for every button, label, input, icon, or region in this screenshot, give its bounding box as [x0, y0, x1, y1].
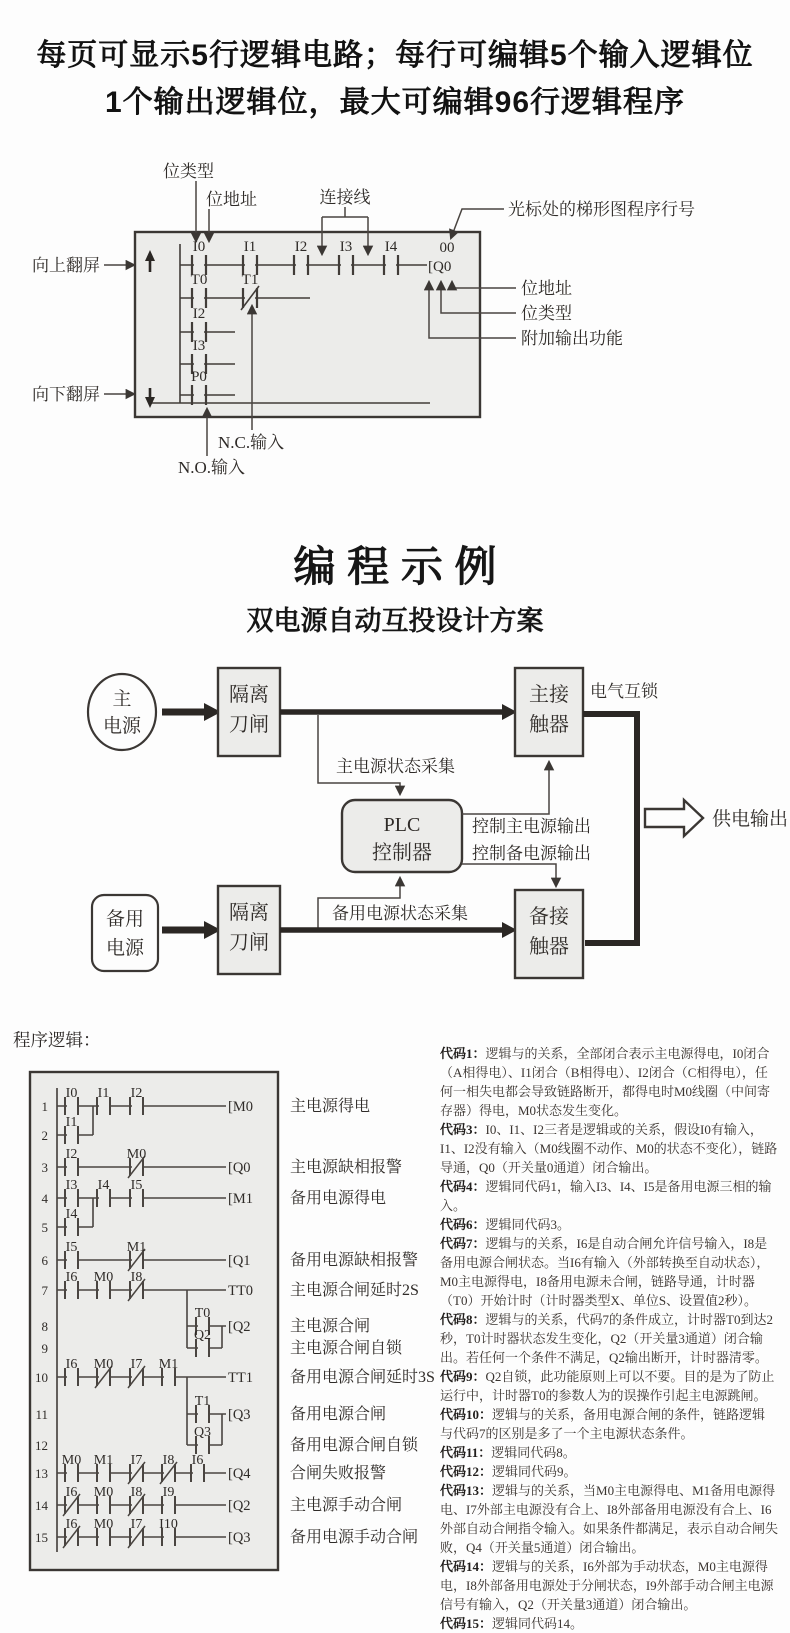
code-note — [440, 1120, 778, 1177]
ctrl-main-label: 控制主电源输出 — [472, 817, 591, 836]
ctrl-backup-label: 控制备电源输出 — [472, 844, 591, 863]
main-sense-wire — [318, 715, 400, 794]
contact-label: M0 — [126, 1147, 147, 1162]
code-note — [440, 1044, 778, 1120]
row-output: TT0 — [228, 1283, 253, 1299]
row-number: 4 — [41, 1191, 48, 1206]
contact-label: I10 — [159, 1517, 178, 1532]
ctrl-main-wire — [462, 762, 549, 814]
backup-power-node — [92, 895, 158, 971]
row-description: 主电源合闸 — [290, 1318, 371, 1335]
contact-label: Q3 — [193, 1425, 212, 1440]
row-output: [Q2 — [228, 1319, 251, 1335]
contact-gap — [67, 1285, 77, 1295]
title-line-2: 1个输出逻辑位，最大可编辑96行逻辑程序 — [104, 86, 686, 119]
contact-label: M0 — [93, 1517, 114, 1532]
contact-gap — [67, 1372, 77, 1382]
backup-contactor-label: 触器 — [529, 936, 569, 958]
supply-output-label: 供电输出 — [712, 809, 789, 830]
contact-label: I5 — [65, 1240, 78, 1255]
row-number: 5 — [41, 1220, 48, 1235]
program-ladder — [0, 1060, 455, 1615]
row-output: [Q1 — [228, 1253, 251, 1269]
code-note-tag: 代码9： — [440, 1369, 486, 1384]
contact-label: I8 — [162, 1453, 175, 1468]
contact-label: I1 — [243, 239, 257, 255]
row-description: 主电源得电 — [290, 1098, 371, 1115]
code-note-text: 逻辑同代码8。 — [491, 1445, 576, 1460]
contact-label: I6 — [65, 1270, 78, 1285]
ladder-editor-figure — [0, 148, 790, 483]
code-note-tag: 代码6： — [440, 1217, 486, 1232]
code-note-text: 逻辑与的关系，当M0主电源得电、M1备用电源得电、I7外部主电源没有合上、I8外部备用电源没有合上、I6外部自动合闸指令输入。如果条件都满足，表示自动合闸失败，Q4（开关量5通道）闭合输出。 — [440, 1483, 779, 1555]
code-note — [440, 1614, 778, 1633]
contact-label: P0 — [191, 369, 207, 385]
row-output: [M0 — [228, 1099, 253, 1115]
code-note-text: 逻辑与的关系，I6是自动合闸允许信号输入，I8是备用电源合闸状态。当I6有输入（外部转换至自动状态），M0主电源得电，I8备用电源未合闸，链路导通，计时器（T0）开始计时（计时器类型X、单位S、设置值2秒）。 — [440, 1236, 770, 1308]
code-note-text: I0、I1、I2三者是逻辑或的关系，假设I0有输入，I1、I2没有输入（M0线圈不动作、M0的状态不变化），链路导通，Q0（开关量0通道）闭合输出。 — [440, 1122, 778, 1175]
contact-label: I2 — [65, 1147, 78, 1162]
cursor-line-number: 00 — [439, 240, 455, 256]
row-description: 备用电源合闸 — [290, 1406, 387, 1423]
isolator2-label: 刀闸 — [229, 932, 269, 954]
code-note — [440, 1177, 778, 1215]
code-note-tag: 代码7： — [440, 1236, 486, 1251]
contact-gap — [132, 1193, 142, 1203]
row-output: [Q3 — [228, 1407, 251, 1423]
code-note-text: 逻辑同代码14。 — [492, 1616, 584, 1631]
main-contactor-box — [515, 668, 583, 756]
contact-gap — [67, 1222, 77, 1232]
contact-label: M0 — [93, 1485, 114, 1500]
code-note — [440, 1462, 778, 1481]
contact-label: I1 — [97, 1086, 110, 1101]
contact-label: T0 — [194, 1306, 211, 1321]
contact-label: I9 — [162, 1485, 175, 1500]
row-number: 3 — [41, 1160, 48, 1175]
contact-label: I7 — [130, 1517, 143, 1532]
contact-label: I0 — [65, 1086, 78, 1101]
code-note — [440, 1310, 778, 1367]
contact-label: T1 — [241, 272, 259, 288]
row-number: 10 — [35, 1370, 48, 1385]
contact-gap — [67, 1130, 77, 1140]
contact-label: M0 — [93, 1357, 114, 1372]
contact-gap — [67, 1162, 77, 1172]
annotation-nc-input: N.C.输入 — [218, 433, 285, 452]
row-description: 主电源缺相报警 — [290, 1159, 403, 1176]
code-note — [440, 1367, 778, 1405]
contact-label: M0 — [61, 1453, 82, 1468]
contact-label: I6 — [65, 1517, 78, 1532]
code-note-text: 逻辑同代码1，输入I3、I4、I5是备用电源三相的输入。 — [440, 1179, 772, 1213]
row-number: 11 — [35, 1407, 48, 1422]
contact-label: I4 — [65, 1207, 78, 1222]
contact-label: M1 — [93, 1453, 114, 1468]
interlock-label: 电气互锁 — [590, 682, 658, 701]
backup-power-label: 电源 — [105, 938, 145, 959]
backup-contactor-box — [515, 890, 583, 978]
row-number: 7 — [41, 1283, 48, 1298]
isolator1-box — [218, 668, 280, 756]
annotation-page-down: 向下翻屏 — [32, 385, 100, 404]
backup-contactor-label: 备接 — [529, 906, 569, 928]
code-note-text: 逻辑与的关系，I6外部为手动状态，M0主电源得电，I8外部备用电源处于分闸状态，I9外部手动合闸主电源信号有输入，Q2（开关量3通道）闭合输出。 — [440, 1559, 774, 1612]
contact-gap — [193, 1468, 203, 1478]
main-contactor-label: 主接 — [529, 684, 569, 706]
contact-label: I4 — [97, 1178, 110, 1193]
code-note — [440, 1557, 778, 1614]
code-note-tag: 代码4： — [440, 1179, 486, 1194]
section-heading: 编 程 示 例 — [293, 543, 497, 590]
row1-output: [Q0 — [428, 259, 452, 275]
contact-gap — [99, 1468, 109, 1478]
annotation-page-up: 向上翻屏 — [32, 256, 100, 275]
row-output: [Q3 — [228, 1530, 251, 1546]
code-note-text: 逻辑与的关系，全部闭合表示主电源得电，I0闭合（A相得电）、I1闭合（B相得电）、I2闭合（C相得电），任何一相失电都会导致链路断开，都得电时M0线圈（中间寄存器）得电，M0状态发生变化。 — [440, 1046, 771, 1118]
contact-gap — [99, 1500, 109, 1510]
contact-gap — [132, 1101, 142, 1111]
code-note-tag: 代码14： — [440, 1559, 493, 1574]
code-note-text: 逻辑与的关系，备用电源合闸的条件，链路逻辑与代码7的区别是多了一个主电源状态条件。 — [440, 1407, 766, 1441]
row-description: 备用电源手动合闸 — [290, 1529, 419, 1546]
contact-gap — [164, 1500, 174, 1510]
row-output: TT1 — [228, 1370, 253, 1386]
main-sense-label: 主电源状态采集 — [336, 757, 455, 776]
row-description: 备用电源缺相报警 — [290, 1252, 419, 1269]
ctrl-backup-wire — [462, 864, 556, 886]
code-note — [440, 1215, 778, 1234]
code-note-text: Q2自锁，此功能原则上可以不要。目的是为了防止运行中，计时器T0的参数人为的误操作引起主电源跳闸。 — [440, 1369, 775, 1403]
program-logic-label: 程序逻辑： — [13, 1030, 101, 1050]
row-description: 备用电源合闸自锁 — [290, 1437, 419, 1454]
annotation-bit-addr-right: 位地址 — [521, 279, 572, 298]
backup-sense-label: 备用电源状态采集 — [332, 904, 468, 923]
contact-gap — [164, 1532, 174, 1542]
contact-label: I6 — [191, 1453, 204, 1468]
contact-label: I3 — [65, 1178, 78, 1193]
row-output: [Q4 — [228, 1466, 251, 1482]
contact-label: I3 — [339, 239, 353, 255]
contact-gap — [198, 1440, 208, 1450]
main-power-node — [88, 674, 156, 750]
row-description: 合闸失败报警 — [290, 1465, 387, 1482]
power-transfer-diagram — [0, 648, 790, 993]
row-description: 备用电源合闸延时3S — [290, 1369, 435, 1386]
row-number: 6 — [41, 1253, 48, 1268]
contact-label: T1 — [194, 1394, 211, 1409]
row-number: 13 — [35, 1466, 48, 1481]
annotation-extra-output: 附加输出功能 — [521, 329, 623, 348]
code-note-text: 逻辑同代码9。 — [492, 1464, 577, 1479]
code-note — [440, 1481, 778, 1557]
isolator1-label: 隔离 — [229, 684, 269, 706]
plc-label: PLC — [383, 814, 421, 836]
contact-label: I2 — [294, 239, 308, 255]
contact-gap — [99, 1532, 109, 1542]
annotation-connect-line: 连接线 — [319, 188, 371, 207]
main-power-label: 主 — [112, 689, 132, 710]
main-power-label: 电源 — [102, 716, 142, 737]
code-notes — [440, 1044, 778, 1633]
contact-label: Q2 — [193, 1328, 212, 1343]
contact-gap — [99, 1285, 109, 1295]
annotation-cursor-line: 光标处的梯形图程序行号 — [508, 200, 695, 219]
row-description: 主电源合闸自锁 — [290, 1340, 403, 1357]
annotation-bit-type: 位类型 — [163, 162, 214, 181]
section-subheading: 双电源自动互投设计方案 — [246, 606, 544, 636]
contact-gap — [67, 1255, 77, 1265]
row-output: [Q2 — [228, 1498, 251, 1514]
annotation-no-input: N.O.输入 — [178, 458, 246, 477]
contact-gap — [67, 1193, 77, 1203]
annotation-bit-addr: 位地址 — [206, 190, 257, 209]
contact-label: I2 — [130, 1086, 143, 1101]
code-note-tag: 代码11： — [440, 1445, 492, 1460]
contact-label: I8 — [130, 1270, 143, 1285]
interlock-bus — [583, 714, 637, 943]
page-title — [0, 32, 790, 126]
plc-label: 控制器 — [372, 842, 432, 864]
row-number: 2 — [41, 1128, 48, 1143]
supply-output-arrow-icon — [645, 800, 703, 836]
contact-gap — [164, 1372, 174, 1382]
row-number: 8 — [41, 1319, 48, 1334]
code-note — [440, 1443, 778, 1462]
code-note-tag: 代码12： — [440, 1464, 493, 1479]
contact-label: T0 — [190, 272, 208, 288]
contact-label: I8 — [130, 1485, 143, 1500]
code-note-text: 逻辑与的关系，代码7的条件成立，计时器T0到达2秒，T0计时器状态发生变化，Q2（开关量3通道）闭合输出。若任何一个条件不满足，Q2输出断开，计时器清零。 — [440, 1312, 773, 1365]
code-note — [440, 1234, 778, 1310]
main-contactor-label: 触器 — [529, 714, 569, 736]
backup-power-label: 备用 — [105, 909, 145, 930]
code-note-tag: 代码3： — [440, 1122, 486, 1137]
code-note-tag: 代码8： — [440, 1312, 486, 1327]
contact-label: I2 — [192, 306, 206, 322]
contact-label: M1 — [158, 1357, 179, 1372]
contact-gap — [198, 1343, 208, 1353]
row-output: [Q0 — [228, 1160, 251, 1176]
contact-label: I4 — [384, 239, 398, 255]
contact-label: I3 — [192, 338, 206, 354]
code-note-tag: 代码13： — [440, 1483, 493, 1498]
row-number: 1 — [41, 1099, 48, 1114]
contact-gap — [67, 1101, 77, 1111]
row-description: 主电源手动合闸 — [290, 1497, 403, 1514]
code-note-tag: 代码15： — [440, 1616, 493, 1631]
row-number: 12 — [35, 1438, 48, 1453]
row-output: [M1 — [228, 1191, 253, 1207]
contact-label: I1 — [65, 1115, 78, 1130]
isolator2-box — [218, 886, 280, 974]
contact-label: I5 — [130, 1178, 143, 1193]
contact-gap — [99, 1101, 109, 1111]
contact-label: I7 — [130, 1357, 143, 1372]
contact-gap — [67, 1468, 77, 1478]
row-number: 14 — [35, 1498, 48, 1513]
row-description: 主电源合闸延时2S — [290, 1282, 419, 1299]
code-note-text: 逻辑同代码3。 — [485, 1217, 571, 1232]
isolator1-label: 刀闸 — [229, 714, 269, 736]
contact-label: M0 — [93, 1270, 114, 1285]
contact-label: I0 — [192, 239, 206, 255]
row-description: 备用电源得电 — [290, 1190, 387, 1207]
code-note-tag: 代码1： — [440, 1046, 486, 1061]
row-number: 15 — [35, 1530, 48, 1545]
contact-gap — [99, 1193, 109, 1203]
contact-label: I7 — [130, 1453, 143, 1468]
contact-label: I6 — [65, 1485, 78, 1500]
annotation-bit-type-right: 位类型 — [521, 304, 572, 323]
contact-label: I6 — [65, 1357, 78, 1372]
contact-label: M1 — [126, 1240, 147, 1255]
isolator2-label: 隔离 — [229, 902, 269, 924]
contact-gap — [198, 1409, 208, 1419]
title-line-1: 每页可显示5行逻辑电路；每行可编辑5个输入逻辑位 — [36, 39, 754, 72]
row-number: 9 — [41, 1341, 48, 1356]
code-note — [440, 1405, 778, 1443]
code-note-tag: 代码10： — [440, 1407, 493, 1422]
